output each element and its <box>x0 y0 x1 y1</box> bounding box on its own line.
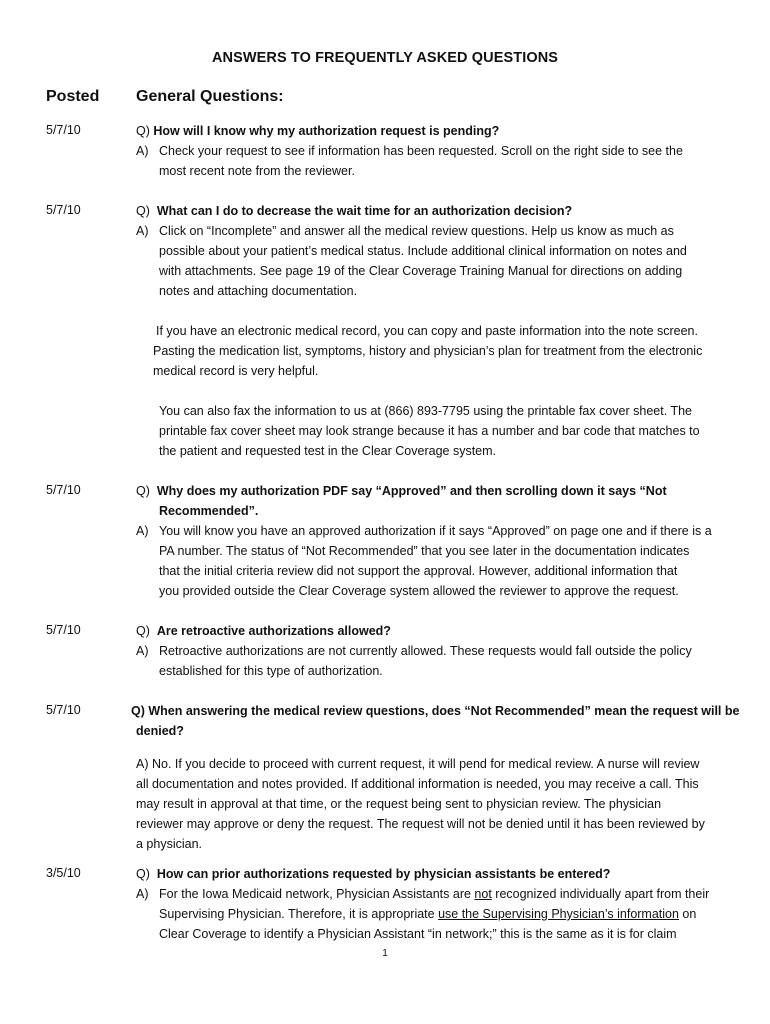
faq-answer <box>136 754 705 854</box>
answer-line: You will know you have an approved authorization if it says “Approved” on page one and if there is a <box>159 524 712 538</box>
question-text: What can I do to decrease the wait time for an authorization decision? <box>156 204 573 218</box>
faq-date: 5/7/10 <box>46 623 81 637</box>
underlined-text: not <box>474 887 492 901</box>
answer-line: For the Iowa Medicaid network, Physician Assistants are <box>159 887 475 901</box>
answer-line: Clear Coverage to identify a Physician Assistant “in network;” this is the same as it is for claim <box>159 927 677 941</box>
faq-date: 3/5/10 <box>46 866 81 880</box>
faq-answer <box>136 221 736 241</box>
answer-line: A) No. If you decide to proceed with current request, it will pend for medical review. A nurse will review <box>136 757 700 771</box>
general-questions-header: General Questions: <box>136 88 284 105</box>
faq-date: 5/7/10 <box>46 203 81 217</box>
page-title: ANSWERS TO FREQUENTLY ASKED QUESTIONS <box>211 50 559 66</box>
answer-text: on <box>678 907 697 921</box>
faq-item <box>136 121 736 181</box>
answer-line: with attachments. See page 19 of the Clear Coverage Training Manual for directions on adding <box>159 264 683 278</box>
paragraph-line: printable fax cover sheet may look strange because it has a number and bar code that matches to <box>159 424 700 438</box>
faq-date: 5/7/10 <box>46 483 81 497</box>
answer-line: may result in approval at that time, or the request being sent to physician review. The physician <box>136 797 662 811</box>
answer-line: Click on “Incomplete” and answer all the medical review questions. Help us know as much as <box>159 224 674 238</box>
faq-question <box>136 621 736 641</box>
answer-line: established for this type of authorization. <box>159 664 383 678</box>
question-text: How will I know why my authorization request is pending? <box>153 124 500 138</box>
faq-date: 5/7/10 <box>46 123 81 137</box>
answer-prefix: A) <box>136 524 149 538</box>
paragraph-line: medical record is very helpful. <box>153 364 319 378</box>
answer-line: that the initial criteria review did not support the approval. However, additional information that <box>159 564 678 578</box>
answer-prefix: A) <box>136 224 149 238</box>
answer-line: most recent note from the reviewer. <box>159 164 355 178</box>
posted-column-header: Posted <box>46 88 100 105</box>
faq-item <box>136 864 736 944</box>
answer-prefix: A) <box>136 644 149 658</box>
question-text: Why does my authorization PDF say “Approved” and then scrolling down it says “Not <box>156 484 667 498</box>
answer-line: a physician. <box>136 837 203 851</box>
faq-answer <box>136 521 736 541</box>
faq-question: Q) When answering the medical review questions, does “Not Recommended” mean the request will be <box>131 704 740 718</box>
faq-date: 5/7/10 <box>46 703 81 717</box>
answer-line: PA number. The status of “Not Recommended” that you see later in the documentation indicates <box>159 544 690 558</box>
question-prefix: Q) <box>136 624 150 638</box>
answer-line: Retroactive authorizations are not currently allowed. These requests would fall outside the policy <box>159 644 692 658</box>
faq-item <box>136 621 736 681</box>
question-text: denied? <box>136 724 184 738</box>
paragraph-line: If you have an electronic medical record, you can copy and paste information into the note screen. <box>156 324 698 338</box>
question-text: Are retroactive authorizations allowed? <box>156 624 391 638</box>
faq-question <box>136 864 736 884</box>
answer-line: you provided outside the Clear Coverage system allowed the reviewer to approve the request. <box>159 584 679 598</box>
question-text: Recommended”. <box>159 504 259 518</box>
page-number: 1 <box>382 948 388 959</box>
question-text: How can prior authorizations requested by physician assistants be entered? <box>156 867 611 881</box>
faq-question <box>136 121 736 141</box>
faq-answer <box>136 141 736 161</box>
underlined-text: use the Supervising Physician’s information <box>438 907 679 921</box>
answer-line: possible about your patient’s medical status. Include additional clinical information on notes and <box>159 244 687 258</box>
faq-question <box>136 201 736 221</box>
answer-line: reviewer may approve or deny the request. The request will not be denied until it has been reviewed by <box>136 817 705 831</box>
faq-item <box>136 481 736 601</box>
answer-text: Supervising Physician. Therefore, it is appropriate <box>159 907 439 921</box>
question-prefix: Q) <box>136 124 150 138</box>
answer-line <box>136 904 736 924</box>
question-prefix: Q) <box>136 204 150 218</box>
paragraph-line: the patient and requested test in the Clear Coverage system. <box>159 444 496 458</box>
answer-line: recognized individually apart from their <box>491 887 710 901</box>
question-prefix: Q) <box>136 484 150 498</box>
answer-line: all documentation and notes provided. If additional information is needed, you may receive a call. This <box>136 777 699 791</box>
faq-question <box>136 481 736 501</box>
faq-extra-paragraph <box>159 401 700 461</box>
faq-item <box>136 201 736 301</box>
answer-prefix: A) <box>136 144 149 158</box>
faq-item <box>131 701 740 741</box>
answer-prefix: A) <box>136 887 149 901</box>
answer-line: Check your request to see if information has been requested. Scroll on the right side to see the <box>159 144 683 158</box>
faq-answer <box>136 641 736 661</box>
faq-extra-paragraph <box>153 321 703 381</box>
faq-answer <box>136 884 736 904</box>
answer-line: notes and attaching documentation. <box>159 284 358 298</box>
question-prefix: Q) <box>136 867 150 881</box>
paragraph-line: You can also fax the information to us at (866) 893-7795 using the printable fax cover sheet. The <box>159 404 692 418</box>
paragraph-line: Pasting the medication list, symptoms, history and physician’s plan for treatment from the electronic <box>153 344 703 358</box>
